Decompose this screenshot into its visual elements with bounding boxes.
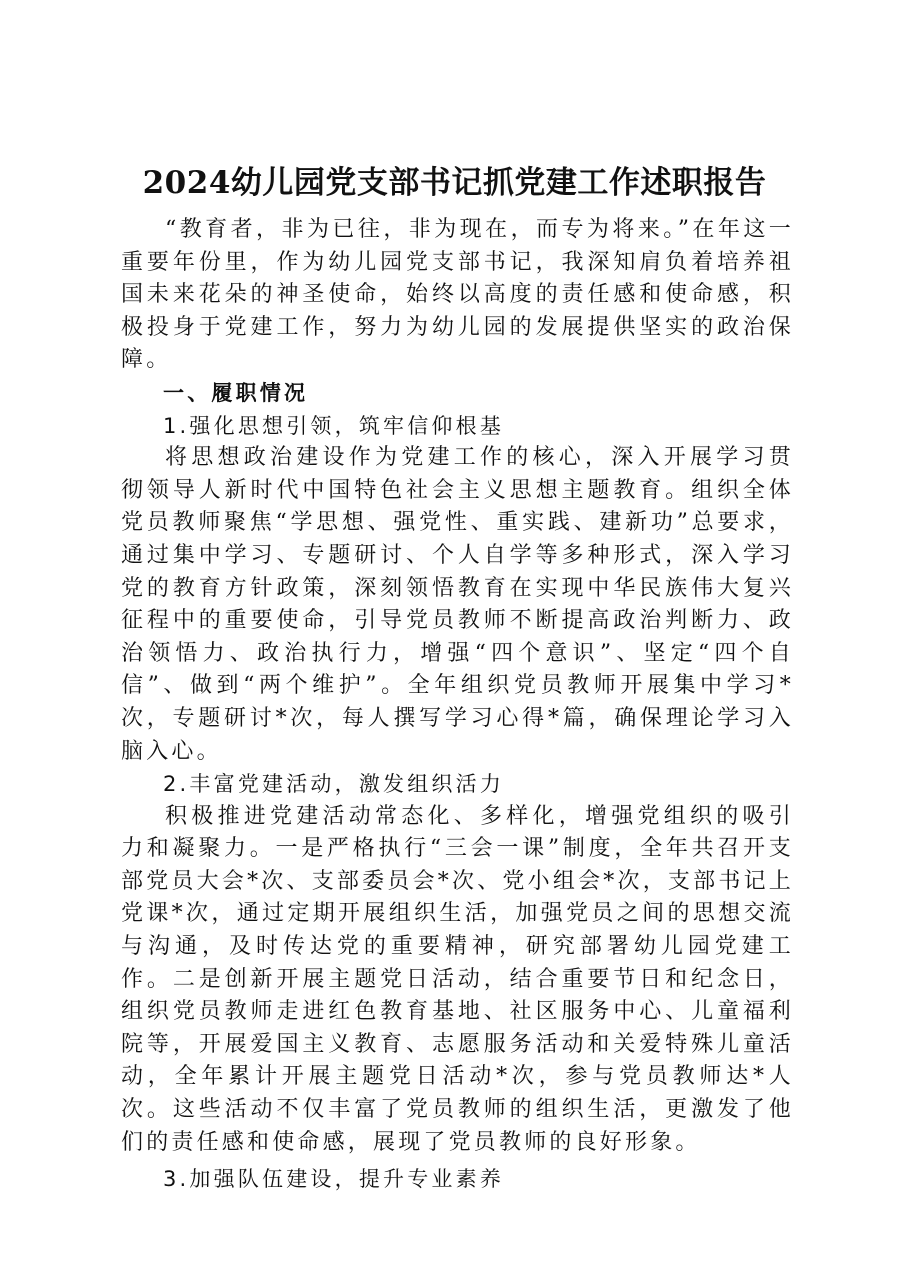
intro-paragraph: “教育者，非为已往，非为现在，而专为将来。”在年这一重要年份里，作为幼儿园党支部书记，我深知肩负着培养祖国未来花朵的神圣使命，始终以高度的责任感和使命感，积极投身于党建工作，努力为幼儿园的发展提供坚实的政治保障。 bbox=[121, 217, 794, 373]
subsection-paragraph-2: 积极推进党建活动常态化、多样化，增强党组织的吸引力和凝聚力。一是严格执行“三会一课”制度，全年共召开支部党员大会*次、支部委员会*次、党小组会*次，支部书记上党课*次，通过定期开展组织生活，加强党员之间的思想交流与沟通，及时传达党的重要精神，研究部署幼儿园党建工作。二是创新开展主题党日活动，结合重要节日和纪念日，组织党员教师走进红色教育基地、社区服务中心、儿童福利院等，开展爱国主义教育、志愿服务活动和关爱特殊儿童活动，全年累计开展主题党日活动*次，参与党员教师达*人次。这些活动不仅丰富了党员教师的组织生活，更激发了他们的责任感和使命感，展现了党员教师的良好形象。 bbox=[121, 803, 794, 1155]
subsection-heading-2: 2.丰富党建活动，激发组织活力 bbox=[163, 772, 505, 797]
document-title: 2024幼儿园党支部书记抓党建工作述职报告 bbox=[142, 165, 767, 201]
section-heading-performance: 一、履职情况 bbox=[163, 380, 309, 405]
subsection-heading-1: 1.强化思想引领，筑牢信仰根基 bbox=[163, 413, 505, 438]
subsection-heading-3: 3.加强队伍建设，提升专业素养 bbox=[163, 1167, 505, 1192]
document-body bbox=[121, 214, 794, 1196]
subsection-paragraph-1: 将思想政治建设作为党建工作的核心，深入开展学习贯彻领导人新时代中国特色社会主义思想主题教育。组织全体党员教师聚焦“学思想、强党性、重实践、建新功”总要求，通过集中学习、专题研讨、个人自学等多种形式，深入学习党的教育方针政策，深刻领悟教育在实现中华民族伟大复兴征程中的重要使命，引导党员教师不断提高政治判断力、政治领悟力、政治执行力，增强“四个意识”、坚定“四个自信”、做到“两个维护”。全年组织党员教师开展集中学习*次，专题研讨*次，每人撰写学习心得*篇，确保理论学习入脑入心。 bbox=[121, 445, 794, 764]
